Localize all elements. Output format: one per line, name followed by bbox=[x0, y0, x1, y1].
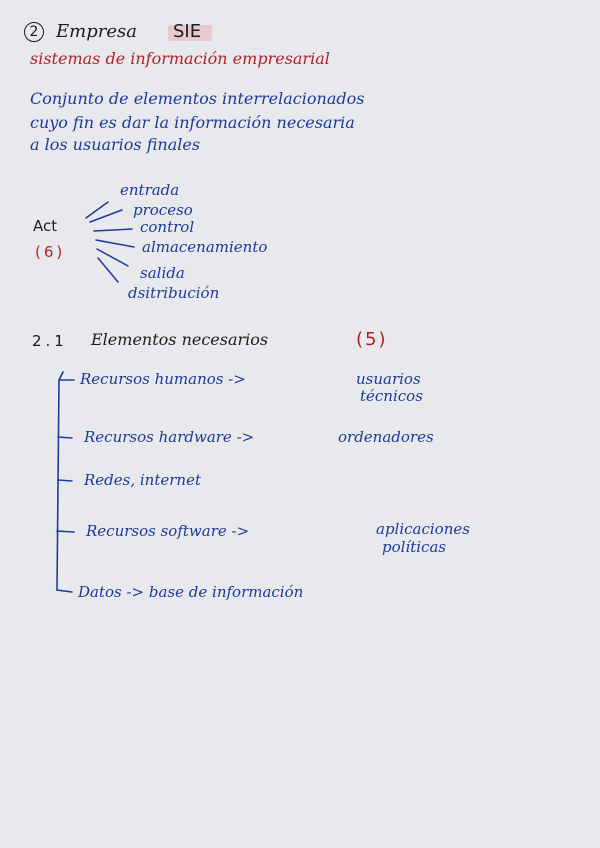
activities-label: Act bbox=[33, 217, 58, 235]
activities-count: (6) bbox=[35, 243, 66, 261]
definition-line: Conjunto de elementos interrelacionados bbox=[30, 89, 365, 108]
bracket-tick bbox=[58, 437, 72, 438]
activity-item: entrada bbox=[120, 181, 180, 199]
bracket-line bbox=[57, 372, 72, 592]
section-number-label: 2.1 bbox=[32, 332, 68, 350]
element-right: políticas bbox=[382, 538, 447, 556]
branch-line bbox=[96, 240, 134, 247]
element-right: ordenadores bbox=[338, 428, 434, 446]
element-right: usuarios bbox=[356, 370, 421, 388]
activity-item: salida bbox=[140, 264, 185, 282]
section-count: (5) bbox=[356, 329, 388, 350]
heading-title: Empresa bbox=[56, 21, 137, 42]
element-left: Recursos humanos -> bbox=[80, 370, 246, 388]
activity-item: dsitribución bbox=[128, 284, 220, 302]
activity-item: control bbox=[140, 218, 195, 236]
heading-subtitle: sistemas de información empresarial bbox=[30, 49, 330, 68]
element-left: Datos -> base de información bbox=[78, 583, 304, 601]
bracket-tick bbox=[57, 531, 74, 532]
heading-title-highlight: SIE bbox=[173, 21, 202, 42]
branch-line bbox=[98, 258, 118, 282]
element-left: Recursos software -> bbox=[86, 522, 250, 540]
bracket-tick bbox=[58, 480, 72, 481]
definition-line: cuyo fin es dar la información necesaria bbox=[30, 113, 355, 132]
element-right: aplicaciones bbox=[376, 520, 470, 538]
section-title: Elementos necesarios bbox=[91, 330, 269, 349]
activity-item: almacenamiento bbox=[142, 238, 268, 256]
element-left: Recursos hardware -> bbox=[84, 428, 255, 446]
element-left: Redes, internet bbox=[84, 471, 201, 489]
section-number: 2 bbox=[29, 24, 39, 40]
branch-line bbox=[94, 229, 132, 231]
element-right: técnicos bbox=[360, 387, 423, 405]
branch-line bbox=[86, 202, 108, 218]
definition-line: a los usuarios finales bbox=[30, 135, 201, 154]
activity-item: proceso bbox=[133, 201, 193, 219]
